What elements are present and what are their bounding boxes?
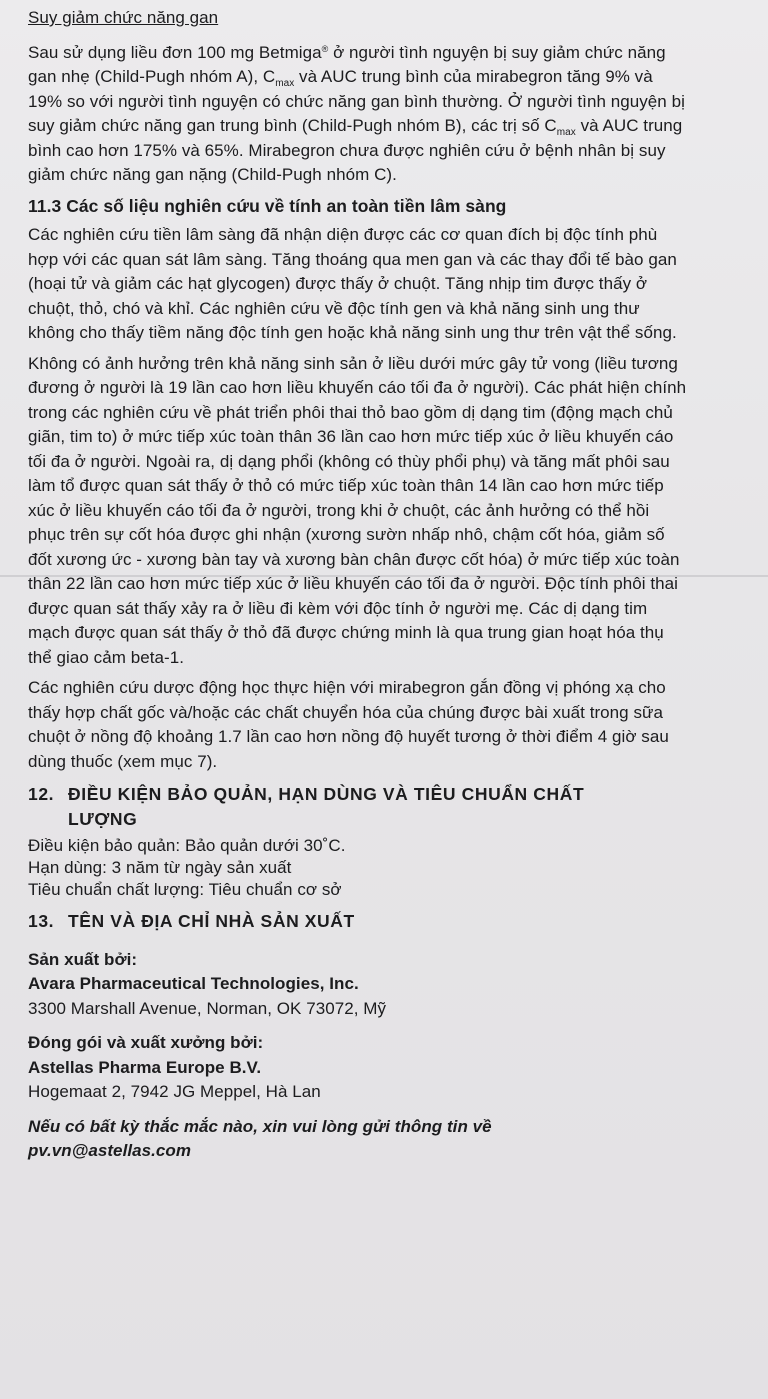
- text-run: ở người tình nguyện bị suy giảm chức năng gan nhẹ (Child-Pugh nhóm A), C: [28, 42, 666, 86]
- contact-notice: Nếu có bất kỳ thắc mắc nào, xin vui lòng gửi thông tin về: [28, 1116, 492, 1136]
- section-13-heading-text: TÊN VÀ ĐỊA CHỈ NHÀ SẢN XUẤT: [68, 911, 355, 931]
- section-12-heading-line1: ĐIỀU KIỆN BẢO QUẢN, HẠN DÙNG VÀ TIÊU CHUẨN CHẤT: [68, 784, 585, 804]
- hepatic-impairment-title: Suy giảm chức năng gan: [28, 8, 219, 27]
- contact-email: pv.vn@astellas.com: [28, 1141, 191, 1160]
- manufacturer-name: Avara Pharmaceutical Technologies, Inc.: [28, 974, 359, 993]
- section-13-heading: [28, 909, 688, 934]
- preclinical-paragraph-1: Các nghiên cứu tiền lâm sàng đã nhận diện được các cơ quan đích bị độc tính phù hợp với các quan sát lâm sàng. Tăng thoáng qua men gan và các thay đổi tế bào gan (hoại tử và giảm các hạt glycogen) được thấy ở chuột. Tăng nhịp tim được thấy ở chuột, thỏ, chó và khỉ. Các nghiên cứu về độc tính gen và khả năng sinh ung thư không cho thấy tiềm năng độc tính gen hoặc khả năng sinh ung thư trên vật thể sống.: [28, 225, 677, 342]
- section-11-3-heading: 11.3 Các số liệu nghiên cứu về tính an toàn tiền lâm sàng: [28, 195, 507, 216]
- made-by-label: Sản xuất bởi:: [28, 949, 138, 969]
- packager-name: Astellas Pharma Europe B.V.: [28, 1057, 262, 1077]
- text-run: và AUC trung bình cao hơn 175% và 65%. Mirabegron chưa được nghiên cứu ở bệnh nhân bị suy giảm chức năng gan nặng (Child-Pugh nhóm C).: [28, 116, 683, 184]
- text-run: và AUC trung bình của mirabegron tăng 9% và 19% so với người tình nguyện có chức năng gan bình thường. Ở người tình nguyện bị suy giảm chức năng gan trung bình (Child-Pugh nhóm B), các trị số C: [28, 67, 685, 135]
- shelf-life: Hạn dùng: 3 năm từ ngày sản xuất: [28, 858, 292, 877]
- subscript-max: max: [556, 127, 576, 138]
- manufacturer-address: 3300 Marshall Avenue, Norman, OK 73072, Mỹ: [28, 998, 387, 1018]
- section-12-number: 12.: [28, 784, 55, 804]
- preclinical-paragraph-3: Các nghiên cứu dược động học thực hiện với mirabegron gắn đồng vị phóng xạ cho thấy hợp chất gốc và/hoặc các chất chuyển hóa của chúng được bài xuất trong sữa chuột ở nồng độ khoảng 1.7 lần cao hơn nồng độ huyết tương ở thời điểm 4 giờ sau dùng thuốc (xem mục 7).: [28, 678, 669, 771]
- preclinical-paragraph-2: Không có ảnh hưởng trên khả năng sinh sản ở liều dưới mức gây tử vong (liều tương đương ở người là 19 lần cao hơn liều khuyến cáo tối đa ở người). Các phát hiện chính trong các nghiên cứu về phát triển phôi thai thỏ bao gồm dị dạng tim (động mạch chủ giãn, tim to) ở mức tiếp xúc toàn thân 36 lần cao hơn mức tiếp xúc ở liều khuyến cáo tối đa ở người. Ngoài ra, dị dạng phổi (không có thùy phổi phụ) và tăng mất phôi sau làm tổ được quan sát thấy ở thỏ có mức tiếp xúc toàn thân 14 lần cao hơn mức tiếp xúc ở liều khuyến cáo tối đa ở người, trong khi ở chuột, các ảnh hưởng có thể hồi phục trên sự cốt hóa được ghi nhận (xương sườn nhấp nhô, chậm cốt hóa, giảm số đốt xương ức - xương bàn tay và xương bàn chân được cốt hóa) ở mức tiếp xúc toàn thân 22 lần cao hơn mức tiếp xúc ở liều khuyến cáo tối đa ở người. Độc tính phôi thai được quan sát thấy xảy ra ở liều đi kèm với độc tính ở người mẹ. Các dị dạng tim mạch được quan sát thấy ở thỏ đã được chứng minh là qua trung gian hoạt hóa thụ thể giao cảm beta-1.: [28, 353, 687, 667]
- leaflet-content: [28, 6, 688, 1164]
- text-run: Sau sử dụng liều đơn 100 mg Betmiga: [28, 42, 322, 62]
- section-12-heading: [28, 782, 688, 831]
- packager-address: Hogemaat 2, 7942 JG Meppel, Hà Lan: [28, 1082, 321, 1101]
- registered-mark: ®: [321, 43, 329, 54]
- section-12-heading-line2: LƯỢNG: [68, 808, 138, 829]
- section-13-number: 13.: [28, 911, 55, 931]
- hepatic-impairment-paragraph: [28, 41, 688, 188]
- quality-standard: Tiêu chuẩn chất lượng: Tiêu chuẩn cơ sở: [28, 880, 342, 899]
- storage-condition: Điều kiện bảo quản: Bảo quản dưới 30˚C.: [28, 836, 346, 855]
- packed-by-label: Đóng gói và xuất xưởng bởi:: [28, 1033, 264, 1052]
- subscript-max: max: [275, 78, 295, 89]
